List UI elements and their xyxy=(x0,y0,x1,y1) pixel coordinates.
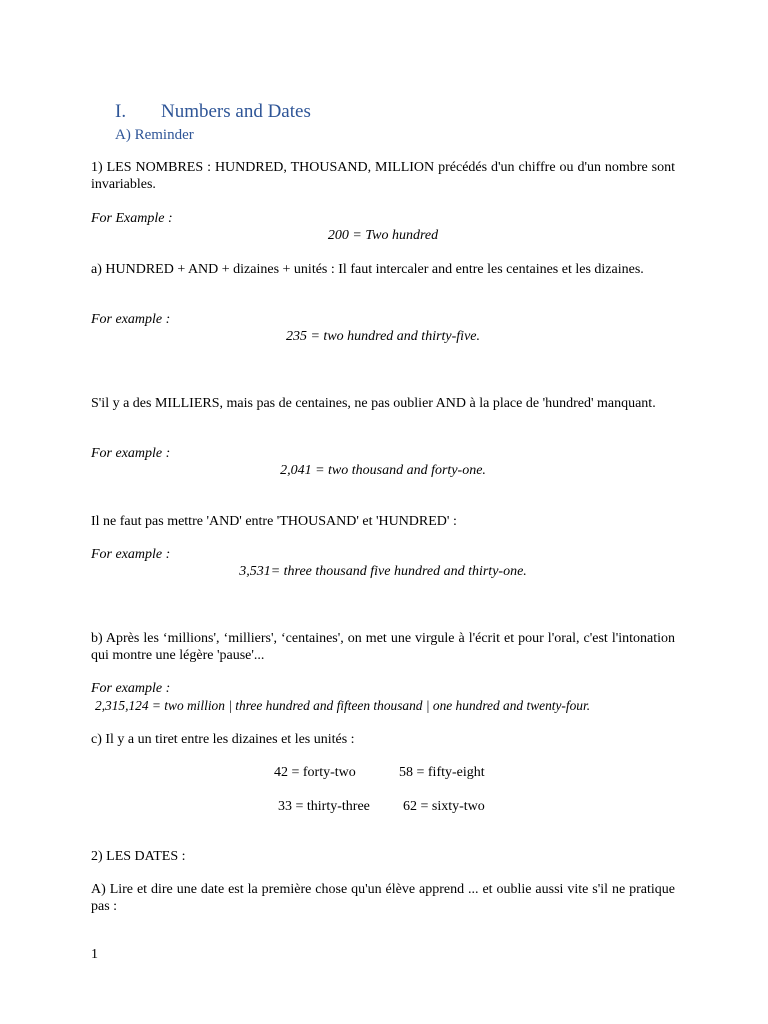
example-3: 2,041 = two thousand and forty-one. xyxy=(280,463,486,478)
example-label-5: For example : xyxy=(91,681,171,696)
section-title: Numbers and Dates xyxy=(161,101,311,122)
section-heading xyxy=(115,101,311,123)
example-4: 3,531= three thousand five hundred and thirty-one. xyxy=(239,564,527,579)
subsection-heading: A) Reminder xyxy=(115,127,194,143)
example-2: 235 = two hundred and thirty-five. xyxy=(285,329,481,344)
section-number: I. xyxy=(115,101,127,122)
example-pair-left-2: 33 = thirty-three xyxy=(278,799,370,814)
paragraph-virgule: b) Après les ‘millions', ‘milliers', ‘centaines', on met une virgule à l'écrit et pour l'oral, c'est l'intonation qui montre une légère 'pause'... xyxy=(91,631,675,663)
paragraph-lire-date: A) Lire et dire une date est la première chose qu'un élève apprend ... et oublie aussi vite s'il ne pratique pas : xyxy=(91,882,675,914)
example-1: 200 = Two hundred xyxy=(327,228,439,243)
example-label-2: For example : xyxy=(91,312,171,327)
paragraph-milliers: S'il y a des MILLIERS, mais pas de centaines, ne pas oublier AND à la place de 'hundred' manquant. xyxy=(91,396,656,411)
paragraph-les-dates: 2) LES DATES : xyxy=(91,849,186,864)
paragraph-hundred-and: a) HUNDRED + AND + dizaines + unités : Il faut intercaler and entre les centaines et les dizaines. xyxy=(91,262,644,277)
example-pair-right-2: 62 = sixty-two xyxy=(403,799,485,814)
paragraph-thousand-hundred: Il ne faut pas mettre 'AND' entre 'THOUSAND' et 'HUNDRED' : xyxy=(91,514,457,529)
example-label-1: For Example : xyxy=(91,211,173,226)
paragraph-numbers-invariable: 1) LES NOMBRES : HUNDRED, THOUSAND, MILLION précédés d'un chiffre ou d'un nombre sont invariables. xyxy=(91,160,675,192)
example-pair-right-1: 58 = fifty-eight xyxy=(399,765,485,780)
example-label-3: For example : xyxy=(91,446,171,461)
example-5: 2,315,124 = two million | three hundred and fifteen thousand | one hundred and twenty-four. xyxy=(95,698,591,713)
example-pair-left-1: 42 = forty-two xyxy=(274,765,356,780)
example-label-4: For example : xyxy=(91,547,171,562)
paragraph-tiret: c) Il y a un tiret entre les dizaines et les unités : xyxy=(91,732,355,747)
page-number: 1 xyxy=(91,947,98,962)
